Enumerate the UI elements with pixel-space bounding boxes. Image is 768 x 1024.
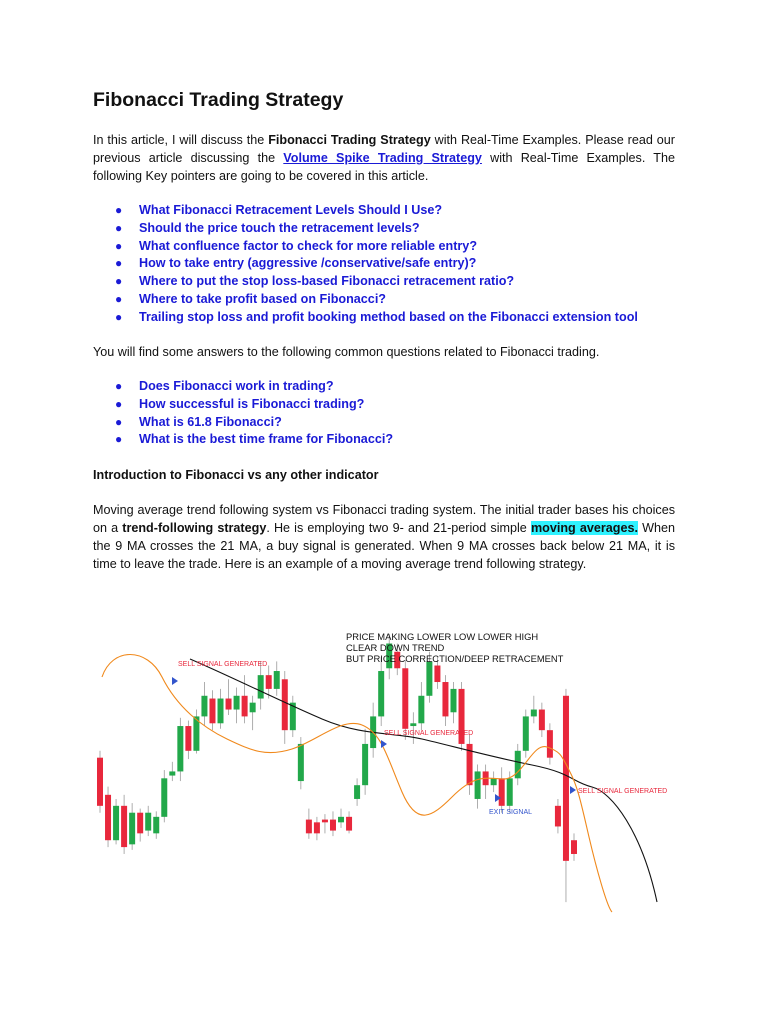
- candle: [418, 682, 424, 730]
- bear-candle-body: [499, 778, 505, 806]
- candle: [555, 799, 561, 833]
- bear-candle-body: [322, 820, 328, 823]
- candle: [450, 682, 456, 723]
- bullet-icon: ●: [115, 256, 123, 271]
- bear-candle-body: [571, 840, 577, 854]
- sell-marker-icon: [172, 677, 178, 685]
- bull-candle-body: [531, 710, 537, 717]
- candle: [218, 689, 224, 729]
- candle: [306, 809, 312, 839]
- body-text-2: . He is employing two 9- and 21-period simple: [266, 521, 531, 535]
- candle: [201, 682, 207, 726]
- bull-candle-body: [523, 716, 529, 750]
- sell-marker-icon: [570, 786, 576, 794]
- bull-candle-body: [161, 778, 167, 817]
- bear-candle-body: [314, 822, 320, 833]
- bull-candle-body: [426, 661, 432, 695]
- bull-candle-body: [491, 778, 497, 785]
- trading-chart: [92, 607, 674, 915]
- bear-candle-body: [434, 666, 440, 683]
- list-item[interactable]: ● What is the best time frame for Fibonacci?: [93, 431, 693, 449]
- candle: [442, 675, 448, 726]
- candle: [113, 799, 119, 844]
- page-title: Fibonacci Trading Strategy: [93, 89, 344, 111]
- bear-candle-body: [137, 813, 143, 834]
- candle: [410, 712, 416, 744]
- body-text-3: When the 9 MA crosses the 21 MA, a buy signal is generated. When 9 MA crosses back below 21 MA, it is time to leave the trade. Here is an example of a moving average trend following strategy.: [93, 521, 676, 571]
- candle: [515, 744, 521, 785]
- body-bold-trend: trend-following strategy: [122, 521, 267, 535]
- bull-candle-body: [169, 771, 175, 775]
- bull-candle-body: [418, 696, 424, 724]
- candle: [177, 718, 183, 781]
- list-item[interactable]: ● What is 61.8 Fibonacci?: [93, 414, 693, 432]
- bear-candle-body: [209, 699, 215, 724]
- bull-candle-body: [450, 689, 456, 712]
- list-item[interactable]: ● How to take entry (aggressive /conservative/safe entry)?: [93, 255, 693, 273]
- list-item[interactable]: ● Trailing stop loss and profit booking method based on the Fibonacci extension tool: [93, 309, 693, 327]
- candle: [330, 811, 336, 836]
- bullet-icon: ●: [115, 396, 123, 411]
- bear-candle-body: [442, 682, 448, 716]
- candle: [531, 696, 537, 724]
- section-heading: Introduction to Fibonacci vs any other indicator: [93, 468, 379, 482]
- intro-text-3: with Real-Time Examples. The following Key pointers are going to be covered in this article.: [93, 151, 675, 183]
- candle: [322, 814, 328, 833]
- candle: [153, 811, 159, 839]
- candle: [547, 723, 553, 764]
- candle: [105, 787, 111, 848]
- bear-candle-body: [282, 679, 288, 730]
- bullet-icon: ●: [115, 432, 123, 447]
- candle: [475, 765, 481, 809]
- intro-bold-strategy: Fibonacci Trading Strategy: [268, 133, 431, 147]
- bull-candle-body: [201, 696, 207, 717]
- bear-candle-body: [97, 758, 103, 806]
- bull-candle-body: [258, 675, 264, 698]
- body-paragraph: [93, 501, 675, 573]
- intro-text-2: with Real-Time Examples. Please read our previous article discussing the: [93, 133, 675, 165]
- bear-candle-body: [563, 696, 569, 861]
- candle: [234, 688, 240, 724]
- bear-candle-body: [105, 795, 111, 840]
- bear-candle-body: [402, 668, 408, 729]
- list-item[interactable]: ● What confluence factor to check for more reliable entry?: [93, 238, 693, 256]
- bullet-icon: ●: [115, 203, 123, 217]
- candlestick-chart-svg: [92, 607, 674, 915]
- bull-candle-body: [362, 744, 368, 785]
- list-item[interactable]: ● How successful is Fibonacci trading?: [93, 396, 693, 414]
- bull-candle-body: [113, 806, 119, 840]
- sell-signal-label-2: SELL SIGNAL GENERATED: [384, 730, 474, 737]
- candle: [137, 809, 143, 842]
- bullet-icon: ●: [115, 414, 123, 429]
- candle: [499, 767, 505, 812]
- candle: [97, 751, 103, 813]
- candle: [523, 710, 529, 758]
- list-item[interactable]: ● Where to take profit based on Fibonacci?: [93, 291, 693, 309]
- bull-candle-body: [274, 671, 280, 689]
- bear-candle-body: [346, 817, 352, 831]
- bull-candle-body: [354, 785, 360, 799]
- list-item[interactable]: ● Should the price touch the retracement levels?: [93, 220, 693, 238]
- candle: [169, 762, 175, 781]
- list-item[interactable]: ● Where to put the stop loss-based Fibonacci retracement ratio?: [93, 273, 693, 291]
- candle: [185, 721, 191, 760]
- questions-intro: You will find some answers to the following common questions related to Fibonacci trading.: [93, 345, 600, 359]
- bear-candle-body: [555, 806, 561, 827]
- candle: [226, 679, 232, 715]
- intro-text-1: In this article, I will discuss the: [93, 133, 269, 147]
- sell-signal-label-3: SELL SIGNAL GENERATED: [578, 788, 668, 795]
- bear-candle-body: [242, 696, 248, 717]
- bear-candle-body: [266, 675, 272, 689]
- annotation-title: [346, 631, 564, 664]
- bull-candle-body: [145, 813, 151, 831]
- candle: [121, 795, 127, 854]
- bullet-icon: ●: [115, 379, 123, 393]
- annotation-line-3: BUT PRICE CORRECTION/DEEP RETRACEMENT: [346, 653, 564, 664]
- bear-candle-body: [539, 710, 545, 731]
- candle: [483, 765, 489, 799]
- candle: [258, 661, 264, 709]
- bull-candle-body: [298, 744, 304, 781]
- sell-marker-icon: [381, 740, 387, 748]
- bullet-icon: ●: [115, 238, 123, 253]
- bull-candle-body: [218, 699, 224, 724]
- bull-candle-body: [153, 817, 159, 834]
- candle: [354, 778, 360, 806]
- bull-candle-body: [129, 813, 135, 845]
- candle: [467, 734, 473, 795]
- candle: [145, 806, 151, 836]
- bull-candle-body: [475, 771, 481, 799]
- bear-candle-body: [547, 730, 553, 758]
- candle: [282, 671, 288, 744]
- bull-candle-body: [338, 817, 344, 823]
- annotation-line-1: PRICE MAKING LOWER LOW LOWER HIGH: [346, 631, 539, 642]
- bullet-icon: ●: [115, 220, 123, 235]
- candle: [402, 660, 408, 740]
- bear-candle-body: [226, 699, 232, 710]
- candle: [491, 771, 497, 792]
- candle: [362, 729, 368, 795]
- bullet-icon: ●: [115, 309, 123, 324]
- questions-list: [93, 378, 693, 449]
- candle: [571, 833, 577, 861]
- annotation-line-2: CLEAR DOWN TREND: [346, 642, 445, 653]
- bear-candle-body: [306, 820, 312, 834]
- candle: [290, 696, 296, 737]
- list-item[interactable]: ● What Fibonacci Retracement Levels Should I Use?: [93, 202, 693, 220]
- bear-candle-body: [330, 820, 336, 831]
- candle: [314, 817, 320, 840]
- candle: [274, 661, 280, 695]
- candle: [129, 803, 135, 850]
- bear-candle-body: [185, 726, 191, 751]
- key-pointers-list: [93, 202, 693, 326]
- bull-candle-body: [507, 778, 513, 806]
- candle: [338, 809, 344, 828]
- bull-candle-body: [378, 671, 384, 716]
- volume-spike-link[interactable]: Volume Spike Trading Strategy: [283, 151, 482, 165]
- bull-candle-body: [250, 703, 256, 713]
- candle: [563, 689, 569, 902]
- candles-group: [97, 634, 577, 902]
- list-item[interactable]: ● Does Fibonacci work in trading?: [93, 378, 693, 396]
- bull-candle-body: [177, 726, 183, 771]
- bullet-icon: ●: [115, 291, 123, 306]
- exit-signal-label: EXIT SIGNAL: [489, 809, 533, 816]
- bear-candle-body: [121, 806, 127, 847]
- candle: [209, 690, 215, 730]
- intro-paragraph: [93, 131, 675, 185]
- candle: [459, 682, 465, 751]
- candle: [346, 811, 352, 833]
- candle: [539, 703, 545, 737]
- bullet-icon: ●: [115, 274, 123, 288]
- candle: [193, 710, 199, 754]
- bull-candle-body: [410, 723, 416, 726]
- highlighted-moving-averages: moving averages.: [530, 521, 638, 535]
- bull-candle-body: [234, 696, 240, 710]
- candle: [378, 657, 384, 726]
- candle: [250, 696, 256, 730]
- candle: [161, 770, 167, 822]
- sell-signal-label-1: SELL SIGNAL GENERATED: [178, 661, 268, 668]
- body-text-1: Moving average trend following system vs Fibonacci trading system. The initial trader bases his choices on a: [93, 503, 675, 535]
